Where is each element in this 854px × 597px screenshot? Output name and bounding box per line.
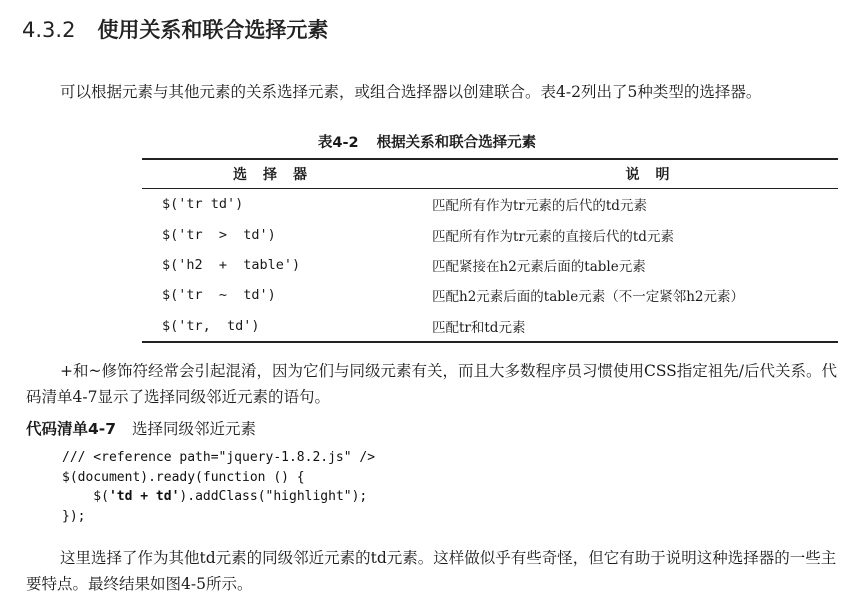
code-line: $(document).ready(function () { [62, 469, 305, 485]
table-caption-label: 表4-2 [317, 135, 359, 151]
listing-label: 代码清单4-7 [26, 420, 117, 438]
table-row [142, 250, 838, 280]
selector-cell: $('tr ~ td') [162, 287, 276, 304]
explanation-paragraph: +和~修饰符经常会引起混淆，因为它们与同级元素有关，而且大多数程序员习惯使用CSS指定祖先/后代关系。代码清单4-7显示了选择同级邻近元素的语句。 [26, 361, 838, 406]
section-title: 使用关系和联合选择元素 [97, 18, 329, 42]
code-line: }); [62, 508, 86, 524]
selector-cell: $('tr td') [162, 196, 244, 213]
header-description: 说明 [414, 159, 838, 189]
code-line: /// <reference path="jquery-1.8.2.js" /> [62, 450, 376, 465]
table-row [142, 189, 838, 220]
selector-cell: $('tr, td') [162, 317, 260, 334]
table-caption-title: 根据关系和联合选择元素 [376, 135, 537, 151]
table-caption [0, 131, 854, 152]
table-row [142, 280, 838, 310]
intro-paragraph: 可以根据元素与其他元素的关系选择元素，或组合选择器以创建联合。表4-2列出了5种类型的选择器。 [60, 82, 762, 101]
result-paragraph: 这里选择了作为其他td元素的同级邻近元素的td元素。这样做似乎有些奇怪，但它有助于说明这种选择器的一些主要特点。最终结果如图4-5所示。 [26, 548, 837, 593]
description-cell: 匹配tr和td元素 [432, 319, 526, 336]
description-cell: 匹配所有作为tr元素的后代的td元素 [432, 198, 647, 215]
selector-cell: $('h2 + table') [162, 256, 301, 273]
description-cell: 匹配紧接在h2元素后面的table元素 [432, 258, 646, 275]
listing-title [26, 417, 256, 439]
section-heading [22, 14, 328, 44]
selector-table [142, 158, 838, 343]
description-cell: 匹配h2元素后面的table元素（不一定紧邻h2元素） [432, 289, 744, 306]
description-cell: 匹配所有作为tr元素的直接后代的td元素 [432, 228, 674, 245]
header-selector: 选择器 [142, 159, 414, 189]
code-listing [62, 448, 375, 526]
code-line: $( [62, 489, 109, 504]
listing-name: 选择同级邻近元素 [132, 420, 257, 438]
table-row [142, 219, 838, 249]
section-number: 4.3.2 [22, 18, 76, 42]
table-header-row [142, 159, 838, 189]
code-line: ).addClass("highlight"); [179, 489, 368, 504]
code-highlight: 'td + td' [108, 489, 180, 504]
table-row [142, 311, 838, 342]
selector-cell: $('tr > td') [162, 226, 276, 243]
